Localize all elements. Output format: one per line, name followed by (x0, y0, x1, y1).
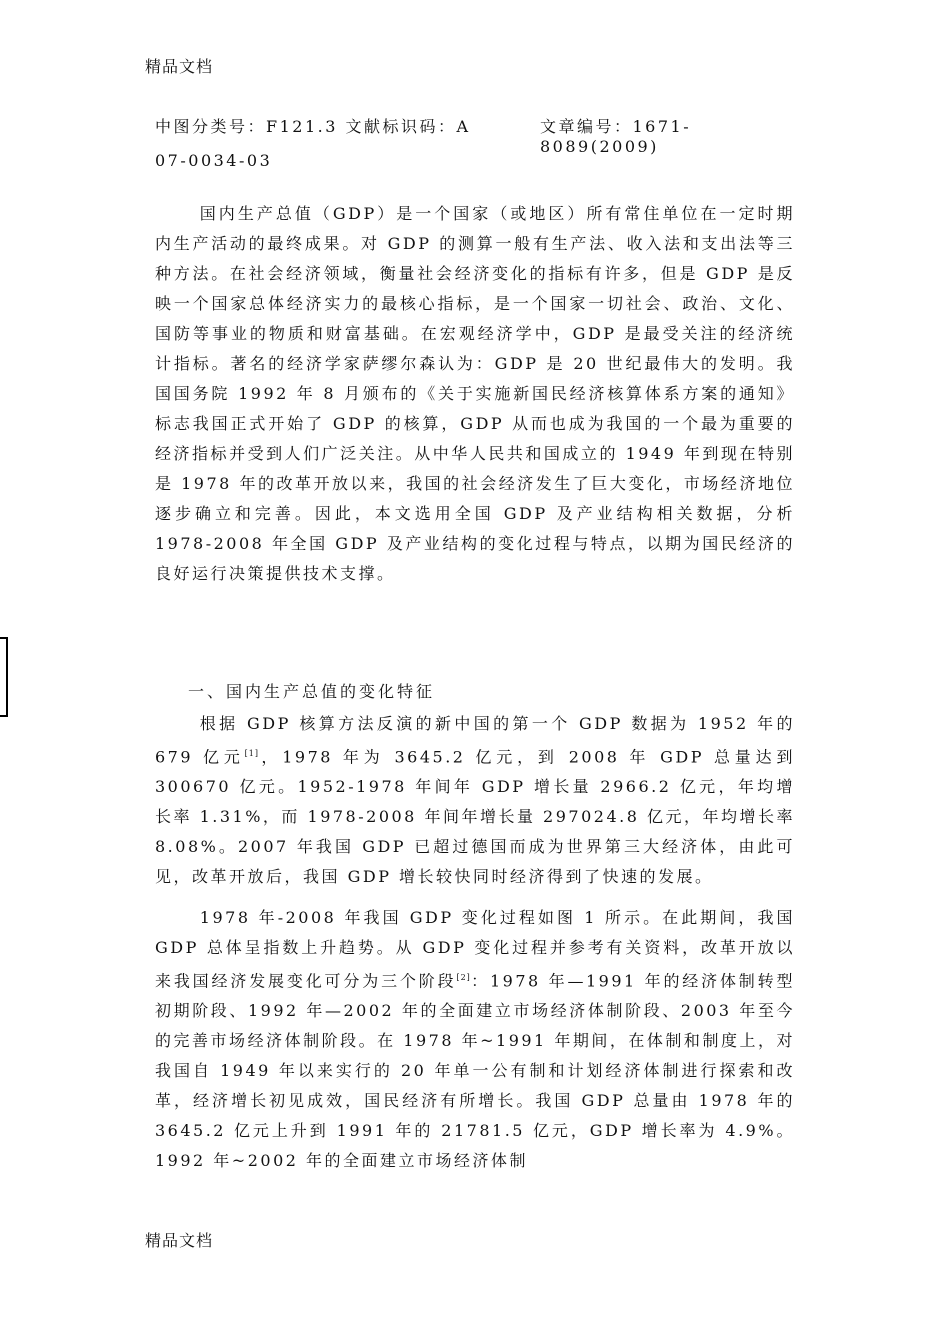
article-number-continued: 07-0034-03 (155, 151, 273, 170)
margin-marker (0, 637, 8, 717)
paragraph-text: 根据 GDP 核算方法反演的新中国的第一个 GDP 数据为 1952 年的 679 亿元 (155, 714, 795, 767)
article-number: 文章编号：1671-8089(2009) (540, 117, 692, 156)
gdp-history-paragraph (155, 709, 795, 892)
citation-ref: [1] (244, 749, 260, 758)
paragraph-text: 1978 年-2008 年我国 GDP 变化过程如图 1 所示。在此期间，我国 GDP 总体呈指数上升趋势。从 GDP 变化过程并参考有关资料，改革开放以来我国经济发展变化可分为三个阶段 (155, 908, 795, 991)
gdp-stages-paragraph (155, 903, 795, 1176)
intro-paragraph: 国内生产总值（GDP）是一个国家（或地区）所有常住单位在一定时期内生产活动的最终成果。对 GDP 的测算一般有生产法、收入法和支出法等三种方法。在社会经济领域，衡量社会经济变化的指标有许多，但是 GDP 是反映一个国家总体经济实力的最核心指标，是一个国家一切社会、政治、文化、国防等事业的物质和财富基础。在宏观经济学中，GDP 是最受关注的经济统计指标。著名的经济学家萨缪尔森认为：GDP 是 20 世纪最伟大的发明。我国国务院 1992 年 8 月颁布的《关于实施新国民经济核算体系方案的通知》标志我国正式开始了 GDP 的核算，GDP 从而也成为我国的一个最为重要的经济指标并受到人们广泛关注。从中华人民共和国成立的 1949 年到现在特别是 1978 年的改革开放以来，我国的社会经济发生了巨大变化，市场经济地位逐步确立和完善。因此，本文选用全国 GDP 及产业结构相关数据，分析 1978-2008 年全国 GDP 及产业结构的变化过程与特点，以期为国民经济的良好运行决策提供技术支撑。 (155, 204, 795, 583)
classification-code: 中图分类号：F121.3 文献标识码：A (155, 117, 471, 136)
citation-ref: [2] (456, 973, 471, 982)
section-title: 一、国内生产总值的变化特征 (188, 682, 436, 701)
header-watermark: 精品文档 (145, 57, 214, 76)
paragraph-text: ：1978 年—1991 年的经济体制转型初期阶段、1992 年—2002 年的全面建立市场经济体制阶段、2003 年至今的完善市场经济体制阶段。在 1978 年~1991 年期间，在体制和制度上，对我国自 1949 年以来实行的 20 年单一公有制和计划经济体制进行探索和改革，经济增长初见成效，国民经济有所增长。我国 GDP 总量由 1978 年的 3645.2 亿元上升到 1991 年的 21781.5 亿元，GDP 增长率为 4.9%。1992 年~2002 年的全面建立市场经济体制 (155, 971, 795, 1171)
footer-watermark: 精品文档 (145, 1231, 214, 1250)
paragraph-text: ，1978 年为 3645.2 亿元，到 2008 年 GDP 总量达到 300670 亿元。1952-1978 年间年 GDP 增长量 2966.2 亿元，年均增长率 1.31%，而 1978-2008 年间年增长量 297024.8 亿元，年均增长率 8.08%。2007 年我国 GDP 已超过德国而成为世界第三大经济体，由此可见，改革开放后，我国 GDP 增长较快同时经济得到了快速的发展。 (155, 747, 795, 887)
article-meta-line (155, 114, 805, 156)
